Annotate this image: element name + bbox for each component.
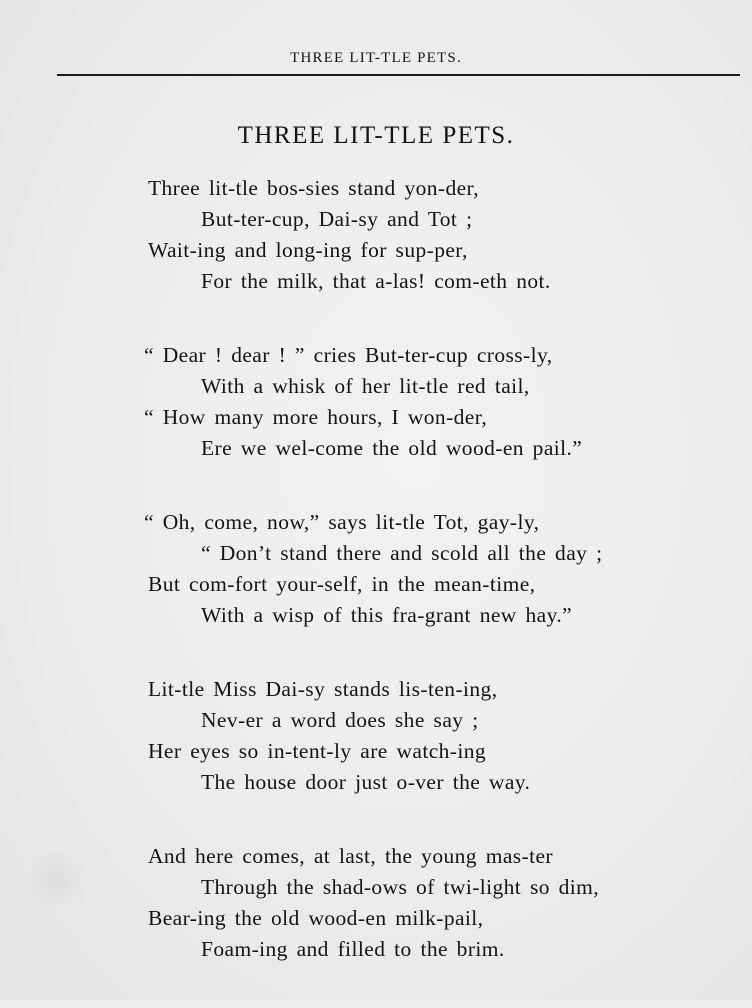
stanza-3 <box>144 507 748 631</box>
poem-line: “ Don’t stand there and scold all the day ; <box>201 541 603 565</box>
page-smudge <box>20 850 90 910</box>
poem-body <box>144 173 748 1008</box>
poem-line: Three lit-tle bos-sies stand yon-der, <box>148 176 480 200</box>
poem-line: Through the shad-ows of twi-light so dim, <box>201 875 600 899</box>
poem-line: Ere we wel-come the old wood-en pail.” <box>201 436 583 460</box>
poem-line: But com-fort your-self, in the mean-time, <box>148 572 536 596</box>
stanza-4 <box>148 674 748 798</box>
poem-line: “ Dear ! dear ! ” cries But-ter-cup cross-ly, <box>144 343 553 367</box>
poem-line: Foam-ing and filled to the brim. <box>201 937 505 961</box>
poem-line: Nev-er a word does she say ; <box>201 708 479 732</box>
poem-line: And here comes, at last, the young mas-ter <box>148 844 553 868</box>
stanza-5 <box>148 841 748 965</box>
poem-line: “ Oh, come, now,” says lit-tle Tot, gay-ly, <box>144 510 540 534</box>
stanza-1 <box>148 173 748 297</box>
poem-line: For the milk, that a-las! com-eth not. <box>201 269 551 293</box>
poem-line: “ How many more hours, I won-der, <box>144 405 488 429</box>
poem-line: Wait-ing and long-ing for sup-per, <box>148 238 468 262</box>
poem-line: The house door just o-ver the way. <box>201 770 531 794</box>
poem-line: With a wisp of this fra-grant new hay.” <box>201 603 573 627</box>
poem-line: Her eyes so in-tent-ly are watch-ing <box>148 739 487 763</box>
stanza-2 <box>144 340 748 464</box>
poem-title: THREE LIT-TLE PETS. <box>237 122 515 149</box>
poem-line: Lit-tle Miss Dai-sy stands lis-ten-ing, <box>148 677 498 701</box>
poem-line: But-ter-cup, Dai-sy and Tot ; <box>201 207 473 231</box>
header-rule <box>57 74 740 76</box>
poem-line: Bear-ing the old wood-en milk-pail, <box>148 906 484 930</box>
running-head: THREE LIT-TLE PETS. <box>290 50 462 66</box>
poem-line: With a whisk of her lit-tle red tail, <box>201 374 530 398</box>
